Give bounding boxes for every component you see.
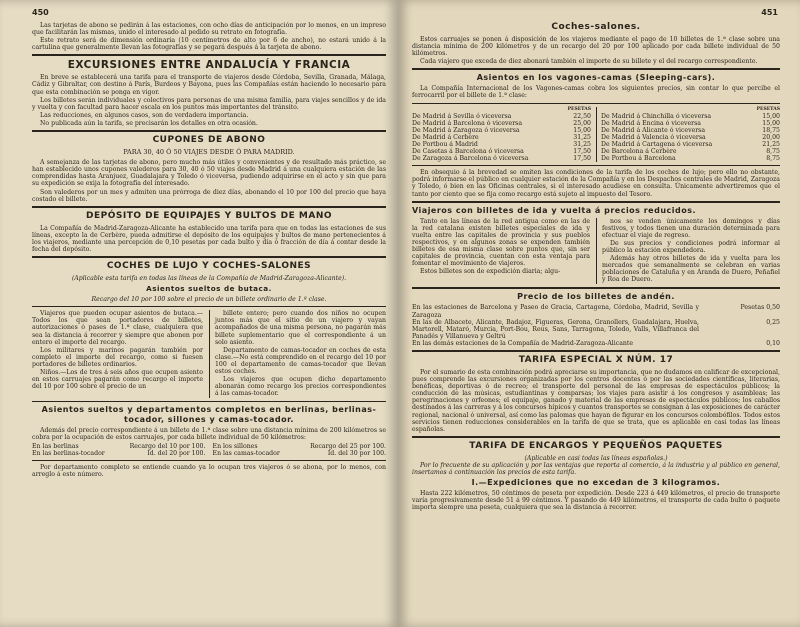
paragraph: A semejanza de las tarjetas de abono, pero mucho más útiles y convenientes y de resultado más práctico, se han establecido unos cupones valederos para 30, 40 ó 50 viajes desde Madrid á una cualquiera estación de las comprendidas hasta Aranjuez, Guadalajara y Toledo ó viceversa, pudiendo adquirirse en el acto y sin que para su expedición se exija la fotografía del interesado. bbox=[32, 159, 386, 188]
paragraph: billete entero; pero cuando dos niños no ocupen juntos más que el sitio de un viajero y vayan acompañados de una misma persona, no pagarán más billete suplementario que el correspondiente á un solo asiento. bbox=[215, 310, 386, 346]
row-value: Recargo del 25 por 100. bbox=[310, 442, 386, 450]
paragraph: Tanto en las líneas de la red antigua como en las de la red catalana existen billetes especiales de ida y vuelta entre las capitales de provincia y sus pueblos respectivos, y en algunos zonas se expenden también billetes de esa misma clase sobre puntos que, sin ser capitales de provincia, cuentan con esta ventaja para fomentar el movimiento de viajeros. bbox=[412, 217, 590, 268]
fare-price: 17,50 bbox=[573, 155, 591, 163]
divider bbox=[412, 68, 780, 70]
fare-route: De Casetas á Barcelona ó viceversa bbox=[412, 148, 524, 156]
paragraph: nos se venden únicamente los domingos y días festivos, y todos tienen una duración determinada para efectuar el viaje de regreso. bbox=[602, 217, 780, 239]
section-title: COCHES DE LUJO Y COCHES-SALONES bbox=[106, 261, 312, 272]
left-page bbox=[0, 0, 398, 627]
fare-row bbox=[601, 134, 780, 141]
column-left bbox=[32, 310, 203, 398]
fare-price: 15,00 bbox=[762, 112, 780, 120]
fare-price: 8,75 bbox=[766, 155, 780, 163]
section-title: TARIFA DE ENCARGOS Y PEQUEÑOS PAQUETES bbox=[469, 440, 723, 451]
page-number: 450 bbox=[32, 8, 49, 17]
paragraph: Departamento de camas-tocador en coches de esta clase.—No está comprendido en el recargo del 10 por 100 el departamento de camas-tocador que llevan estos coches. bbox=[215, 346, 386, 375]
fare-price: 25,00 bbox=[573, 119, 591, 127]
section-title: Asientos en los vagones-camas (Sleeping-cars). bbox=[476, 73, 716, 83]
fares-col-right bbox=[596, 107, 780, 163]
paragraph: Son valederos por un mes y admiten una prórroga de diez días, abonando el 10 por 100 del precio que haya costado el billete. bbox=[32, 188, 386, 203]
fare-row bbox=[412, 120, 591, 127]
fare-route: De Portbou á Madrid bbox=[412, 140, 478, 148]
subsection-title: I.—Expediciones que no excedan de 3 kilogramos. bbox=[471, 478, 721, 488]
fare-row bbox=[412, 155, 591, 162]
column-right bbox=[209, 310, 386, 398]
column-right bbox=[596, 218, 780, 285]
recargo-col-left bbox=[32, 443, 205, 457]
divider bbox=[412, 350, 780, 352]
paragraph: En obsequio á la brevedad se omiten las condiciones de la tarifa de los coches de lujo; pero ello no obstante, podrá informarse el público en cualquier estación de la Compañía y en los Despachos centrales de Madrid, Zaragoza y Toledo, ó bien en las Oficinas centrales, si el interesado acudiese en consulta. Únicamente advertiremos que el tanto por ciento que se fija como recargo está sujeto al impuesto del Tesoro. bbox=[412, 169, 780, 198]
section-title: Viajeros con billetes de ida y vuelta á precios reducidos. bbox=[412, 205, 697, 215]
fare-price: 21,25 bbox=[762, 140, 780, 148]
fare-row bbox=[601, 148, 780, 155]
recargo-note: Recargo del 10 por 100 sobre el precio de un billete ordinario de 1.ª clase. bbox=[91, 296, 327, 304]
fare-route: De Madrid á Sevilla ó viceversa bbox=[412, 112, 512, 120]
anden-price: 0,10 bbox=[766, 339, 780, 347]
row-label: En las berlinas-tocador bbox=[32, 449, 105, 457]
fare-price: 15,00 bbox=[573, 126, 591, 134]
paragraph: Además del precio correspondiente á un billete de 1.ª clase sobre una distancia mínima de 200 kilómetros se cobra por la ocupación de estos carruajes, por cada billete individual de 50 kilómetros: bbox=[32, 427, 386, 442]
section-subtitle: (Aplicable esta tarifa en todas las líneas de la Compañía de Madrid-Zaragoza-Alicante). bbox=[71, 275, 347, 283]
intro-paragraph: Las tarjetas de abono se pedirán á las estaciones, con ocho días de anticipación por lo menos, en un impreso que facilitarán las mismas, unido el interesado al pedido su retrato en fotografía. bbox=[32, 22, 386, 37]
paragraph: En breve se establecerá una tarifa para el transporte de viajeros desde Córdoba, Sevilla, Granada, Málaga, Cádiz y Gibraltar, con destino á París, Burdeos y Bayona, pues las Compañías están haciendo lo necesario para que esta combinación se ponga en vigor. bbox=[32, 74, 386, 96]
fare-row bbox=[412, 134, 591, 141]
two-column-block bbox=[412, 218, 780, 285]
divider bbox=[32, 306, 386, 307]
anden-row bbox=[412, 340, 780, 347]
anden-price: Pesetas 0,50 bbox=[740, 304, 780, 312]
paragraph: Los billetes serán individuales y colectivos para personas de una misma familia, para viajes sencillos y de ida y vuelta y con facultad para hacer escala en los puntos más importantes del tránsito. bbox=[32, 96, 386, 111]
paragraph: Además hay otros billetes de ida y vuelta para los mercados que semanalmente se celebran en varias poblaciones de Cataluña y en Aranda de Duero, Peñafiel y Roa de Duero. bbox=[602, 255, 780, 284]
fare-route: De Madrid á Valencia ó viceversa bbox=[601, 133, 706, 141]
paragraph: Niños.—Los de tres á seis años que ocupen asiento en estos carruajes pagarán como recargo el importe del 10 por 100 sobre el precio de un bbox=[32, 369, 203, 391]
fare-row bbox=[412, 148, 591, 155]
section-title: EXCURSIONES ENTRE ANDALUCÍA Y FRANCIA bbox=[67, 59, 351, 72]
fare-row bbox=[601, 120, 780, 127]
anden-text: En las de Albacete, Alicante, Badajoz, Figueras, Gerona, Granollers, Guadalajara, Huelva, Martorell, Mataró, Murcia, Port-Bou, Reus, Sans, Tarragona, Toledo, Valls, Villafranca del Panadés y Villanueva y Geltrú bbox=[412, 318, 700, 340]
paragraph: La Compañía de Madrid-Zaragoza-Alicante ha establecido una tarifa para que en todas las estaciones de sus líneas, excepto la de Cerbère, pueda admitirse el depósito de los equipajes y bultos de mano pertenecientes á los viajeros, mediante una percepción de 0,10 pesetas por cada bulto y día ó fracción de día á contar desde la fecha del depósito. bbox=[32, 224, 386, 253]
fare-price: 8,75 bbox=[766, 148, 780, 156]
anden-row bbox=[412, 304, 780, 318]
row-label: En las berlinas bbox=[32, 442, 79, 450]
divider bbox=[32, 460, 386, 461]
fare-row bbox=[412, 113, 591, 120]
anden-text: En las demás estaciones de la Compañía de Madrid-Zaragoza-Alicante bbox=[412, 339, 634, 347]
paragraph: Cada viajero que exceda de diez abonará también el importe de su billete y el del recargo correspondiente. bbox=[420, 58, 758, 66]
paragraph: Estos carruajes se ponen á disposición de los viajeros mediante el pago de 10 billetes de 1.ª clase sobre una distancia mínima de 200 kilómetros y de un recargo del 20 por 100 aplicado por cada billete individual de 50 kilómetros. bbox=[412, 36, 780, 58]
section-title: TARIFA ESPECIAL X NÚM. 17 bbox=[518, 355, 674, 365]
fare-route: De Zaragoza á Barcelona ó viceversa bbox=[412, 155, 529, 163]
paragraph: Estos billetes son de expedición diaria; algu- bbox=[420, 268, 561, 276]
fare-route: De Madrid á Zaragoza ó viceversa bbox=[412, 126, 520, 134]
fare-route: De Madrid á Barcelona ó viceversa bbox=[412, 119, 523, 127]
column-left bbox=[412, 218, 590, 285]
paragraph: Los militares y marinos pagarán también por completo el importe del recargo, como si fuesen portadores de billetes ordinarios. bbox=[32, 346, 203, 368]
fares-header: PESETAS bbox=[567, 106, 591, 112]
section-title: Coches-salones. bbox=[551, 22, 641, 32]
fare-row bbox=[601, 127, 780, 134]
divider bbox=[412, 103, 780, 104]
fare-route: De Barcelona á Cerbère bbox=[601, 148, 677, 156]
subsection-title: Asientos sueltos de butaca. bbox=[146, 284, 272, 294]
recargo-table bbox=[32, 443, 386, 457]
divider bbox=[32, 206, 386, 208]
paragraph: Las reducciones, en algunos casos, son de verdadera importancia. bbox=[40, 111, 249, 119]
fare-row bbox=[601, 141, 780, 148]
fare-row bbox=[601, 113, 780, 120]
divider bbox=[32, 130, 386, 132]
fare-price: 31,25 bbox=[573, 140, 591, 148]
section-title: Asientos sueltos y departamentos completos en berlinas, berlinas-tocador, sillones y camas-tocador. bbox=[41, 405, 377, 424]
row-value: Id. del 20 por 100. bbox=[147, 449, 206, 457]
row-label: En los sillones bbox=[212, 442, 258, 450]
two-column-block bbox=[32, 310, 386, 398]
anden-text: En las estaciones de Barcelona y Paseo de Gracia, Cartagena, Córdoba, Madrid, Sevilla y Zaragoza bbox=[412, 304, 700, 319]
divider bbox=[412, 165, 780, 166]
fares-col-left bbox=[412, 107, 591, 163]
recargo-row bbox=[213, 450, 386, 457]
row-value: Recargo del 10 por 100. bbox=[129, 442, 206, 450]
row-value: Id. del 30 por 100. bbox=[327, 449, 386, 457]
divider bbox=[412, 436, 780, 438]
divider bbox=[412, 287, 780, 289]
recargo-row bbox=[32, 450, 205, 457]
recargo-col-right bbox=[213, 443, 386, 457]
fare-route: De Madrid á Cerbère bbox=[412, 133, 479, 141]
anden-row bbox=[412, 319, 780, 340]
fare-route: De Madrid á Chinchilla ó viceversa bbox=[601, 112, 712, 120]
fare-price: 20,00 bbox=[762, 133, 780, 141]
fare-route: De Madrid á Cartagena ó viceversa bbox=[601, 140, 713, 148]
divider bbox=[412, 201, 780, 203]
row-label: En las camas-tocador bbox=[212, 449, 280, 457]
divider bbox=[32, 256, 386, 258]
fare-row bbox=[601, 155, 780, 162]
section-title: Precio de los billetes de andén. bbox=[517, 292, 675, 302]
paragraph: Hasta 222 kilómetros, 50 céntimos de peseta por expedición. Desde 223 á 449 kilómetros, el precio de transporte varía progresivamente desde 51 á 99 céntimos. Y pasando de 449 kilómetros, el transporte de cada bulto ó paquete importa siempre una peseta, cualquiera que sea la distancia á recorrer. bbox=[412, 490, 780, 512]
divider bbox=[32, 54, 386, 56]
paragraph: No publicada aún la tarifa, se precisarán los detalles en otra ocasión. bbox=[40, 119, 258, 127]
fare-route: De Madrid á Alicante ó viceversa bbox=[601, 126, 706, 134]
fare-price: 18,75 bbox=[762, 126, 780, 134]
fare-price: 17,50 bbox=[573, 148, 591, 156]
paragraph: Viajeros que pueden ocupar asientos de butaca.—Todos los que sean portadores de billetes, autorizaciones ó pases de 1.ª clase, cualquiera que sea la distancia á recorrer y siempre que abonen por entero el importe del recargo. bbox=[32, 310, 203, 346]
fare-row bbox=[412, 127, 591, 134]
section-title: DEPÓSITO DE EQUIPAJES Y BULTOS DE MANO bbox=[86, 210, 332, 221]
paragraph: De sus precios y condiciones podrá informar al público la estación expendedora. bbox=[602, 239, 780, 254]
fare-route: De Portbou á Barcelona bbox=[601, 155, 676, 163]
paragraph: Los viajeros que ocupen dicho departamento abonarán como recargo los precios correspondientes á las camas-tocador. bbox=[215, 376, 386, 398]
paragraph: Por el sumario de esta combinación podrá apreciarse su importancia, que no dudamos en calificar de excepcional, pues comprende las excursiones organizadas por los centros docentes ó por las sociedades científicas, literarias, benéficas, deportivas ó de recreo; el transporte del personal de las empresas de espectáculos públicos; la conducción de las músicas, estudiantinas y comparsas; los viajes para asistir á los congresos y asambleas; las peregrinaciones y orfeones; el equipaje, ganado y material de las empresas de espectáculos públicos; los caballos destinados á las carreras y á los concursos hípicos y cuantos transportes se consignan á las exposiciones de carácter regional, nacional ó universal, así como las palomas que hayan de figurar en los concursos colombófilos. Todos estos servicios tienen reducciones considerables en la tarifa de que se trata, que es aplicable en casi todas las líneas españolas. bbox=[412, 369, 780, 433]
section-title: CUPONES DE ABONO bbox=[152, 135, 266, 146]
paragraph: La Compañía Internacional de los Vagones-camas cobra los siguientes precios, sin contar lo que percibe el ferrocarril por el billete de 1.ª clase: bbox=[412, 85, 780, 100]
fare-row bbox=[412, 141, 591, 148]
page-number: 451 bbox=[761, 8, 778, 17]
fares-header: PESETAS bbox=[756, 106, 780, 112]
section-subtitle: (Aplicable en casi todas las líneas españolas.) bbox=[524, 454, 668, 462]
section-subtitle: PARA 30, 40 Ó 50 VIAJES DESDE Ó PARA MADRID. bbox=[123, 148, 295, 157]
right-page bbox=[398, 0, 800, 627]
paragraph: Por lo frecuente de su aplicación y por las ventajas que reporta al comercio, á la industria y al público en general, insertamos á continuación los precios de esta tarifa. bbox=[412, 461, 780, 477]
fare-price: 22,50 bbox=[573, 112, 591, 120]
fare-price: 31,25 bbox=[573, 133, 591, 141]
paragraph: Por departamento completo se entiende cuando ya lo ocupan tres viajeros ó se abona, por lo menos, con arreglo á este número. bbox=[32, 463, 386, 478]
fare-price: 15,00 bbox=[762, 119, 780, 127]
intro-paragraph: Este retrato será de dimensión ordinaria (10 centímetros de alto por 6 de ancho), no estará unido á la cartulina que generalmente llevan las fotografías y se pegará después á la tarjeta de abono. bbox=[32, 37, 386, 52]
recargo-row bbox=[213, 443, 386, 450]
sleeping-car-fares bbox=[412, 107, 780, 163]
anden-price: 0,25 bbox=[766, 318, 780, 326]
divider bbox=[32, 401, 386, 402]
recargo-row bbox=[32, 443, 205, 450]
fare-route: De Madrid á Encina ó viceversa bbox=[601, 119, 701, 127]
